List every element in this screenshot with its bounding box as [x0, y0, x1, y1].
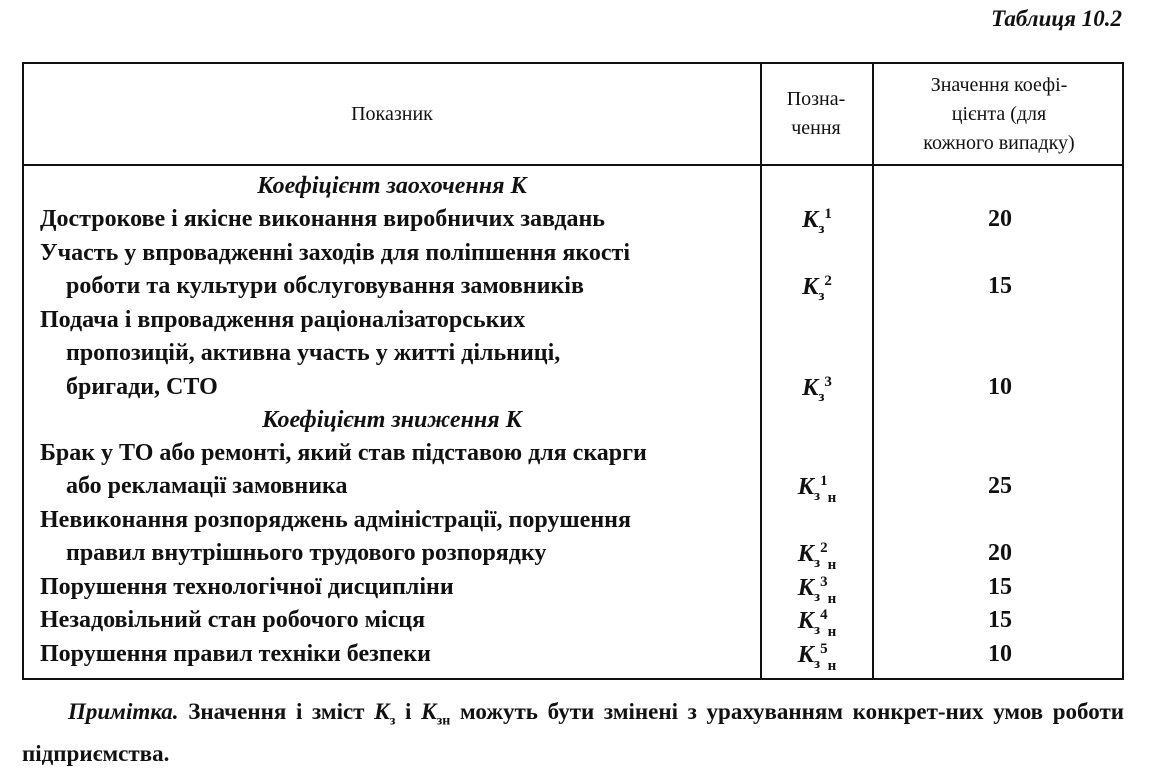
note-symbol: К	[421, 699, 437, 724]
symbol-subscript: з	[818, 220, 825, 237]
row-text-line: бригади, СТО	[66, 373, 218, 400]
header-value: Значення коефі- цієнта (для кожного випадку)	[923, 73, 1075, 154]
note-symbol-sub: зн	[436, 713, 451, 729]
symbol-letter: К	[797, 608, 815, 634]
row-value: 15	[988, 273, 1012, 300]
table-note	[22, 696, 1124, 770]
symbol-subscript: з	[814, 488, 821, 505]
symbol-subscript: з	[814, 621, 821, 638]
symbol-superscript: 3	[824, 373, 832, 390]
section-bonus-title: Коефіцієнт заохочення К	[257, 173, 527, 199]
symbol-letter: К	[797, 575, 815, 601]
row-text-line: Подача і впровадження раціоналізаторських	[40, 307, 526, 333]
symbol-superscript: 4	[820, 607, 828, 623]
row-value: 20	[988, 206, 1012, 232]
row-text-line: Участь у впровадженні заходів для поліпшення якості	[40, 240, 631, 266]
symbol-letter: К	[802, 374, 819, 401]
row-text-line: Невиконання розпоряджень адміністрації, порушення	[40, 507, 631, 533]
symbol-superscript: 5	[820, 641, 828, 657]
symbol-subscript: з	[818, 288, 825, 305]
row-text-line: пропозицій, активна участь у житті дільниці,	[66, 340, 561, 367]
row-text-line: Брак у ТО або ремонті, який став підставою для скарги	[40, 440, 647, 466]
row-value: 25	[988, 473, 1012, 500]
symbol-subscript: з	[814, 588, 821, 605]
note-label: Примітка.	[68, 699, 179, 724]
symbol-letter: К	[797, 474, 815, 501]
symbol-superscript: 2	[824, 273, 832, 290]
row-value: 10	[988, 641, 1012, 667]
note-text: можуть бути змінені з урахуванням конкрет-них умов роботи підприємства.	[22, 699, 1124, 766]
row-symbol	[762, 540, 872, 572]
row-text-line: правил внутрішнього трудового розпорядку	[66, 540, 547, 567]
symbol-subscript-2: н	[827, 490, 837, 507]
symbol-letter: К	[797, 541, 815, 568]
symbol-superscript: 3	[820, 574, 828, 590]
note-symbol: К	[374, 699, 390, 724]
note-text: і	[395, 699, 422, 724]
row-text-line: або рекламації замовника	[66, 473, 348, 500]
symbol-letter: К	[797, 642, 815, 668]
header-divider	[24, 164, 1122, 166]
row-symbol	[762, 607, 872, 639]
row-text-line: Незадовільний стан робочого місця	[40, 607, 426, 633]
header-symbol: Позна- чення	[786, 88, 846, 139]
row-text-line: Дострокове і якісне виконання виробничих завдань	[40, 206, 605, 232]
symbol-superscript: 2	[820, 540, 828, 557]
row-text-line: Порушення правил техніки безпеки	[40, 641, 431, 667]
symbol-subscript: з	[814, 655, 821, 672]
row-text-line: Порушення технологічної дисципліни	[40, 574, 454, 600]
symbol-subscript: з	[814, 555, 821, 572]
symbol-superscript: 1	[820, 473, 828, 490]
symbol-subscript-2: н	[827, 557, 837, 574]
symbol-letter: К	[802, 274, 819, 301]
row-text-line: роботи та культури обслуговування замовників	[66, 273, 584, 300]
symbol-subscript-2: н	[827, 624, 837, 640]
table-caption: Таблиця 10.2	[991, 6, 1122, 31]
symbol-subscript-2: н	[827, 591, 837, 607]
note-symbol-sub: з	[389, 713, 396, 729]
section-penalty-title: Коефіцієнт зниження К	[262, 407, 522, 433]
row-symbol	[762, 641, 872, 673]
header-indicator: Показник	[351, 102, 433, 125]
coefficient-table	[22, 62, 1124, 680]
symbol-subscript-2: н	[827, 658, 837, 674]
symbol-superscript: 1	[824, 206, 832, 222]
row-value: 20	[988, 540, 1012, 567]
symbol-letter: К	[802, 207, 819, 233]
row-value: 15	[988, 574, 1012, 600]
row-value: 10	[988, 373, 1012, 400]
row-symbol	[762, 473, 872, 505]
row-symbol	[762, 273, 872, 305]
row-symbol	[762, 206, 872, 238]
symbol-subscript: з	[818, 388, 825, 405]
note-text: Значення і зміст	[178, 699, 375, 724]
row-value: 15	[988, 607, 1012, 633]
row-symbol	[762, 574, 872, 606]
row-symbol	[762, 374, 872, 406]
